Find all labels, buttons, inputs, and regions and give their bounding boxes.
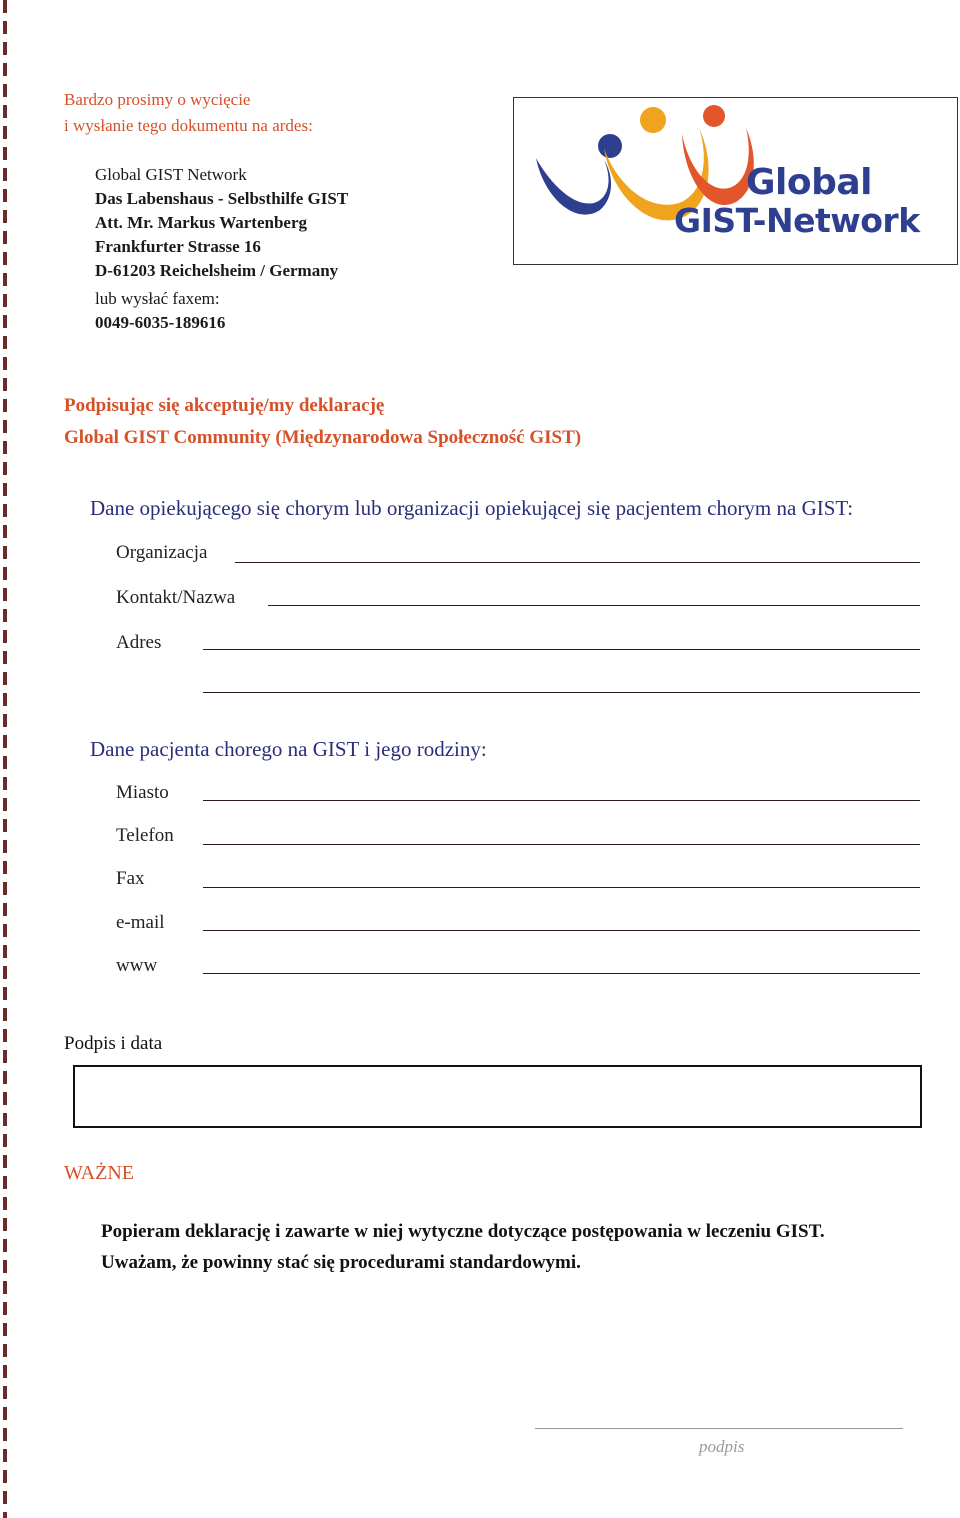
pledge-text bbox=[101, 1216, 825, 1278]
fax-number: 0049-6035-189616 bbox=[95, 313, 226, 332]
intro-text bbox=[64, 87, 313, 139]
website-field[interactable] bbox=[203, 973, 920, 974]
address-line-5: D-61203 Reichelsheim / Germany bbox=[95, 261, 339, 280]
address-line-3: Att. Mr. Markus Wartenberg bbox=[95, 213, 308, 232]
organization-field[interactable] bbox=[235, 562, 920, 563]
city-label: Miasto bbox=[116, 782, 169, 803]
phone-label: Telefon bbox=[116, 825, 174, 846]
logo-word-gist-network: GIST-Network bbox=[674, 201, 920, 240]
address-field-line-1[interactable] bbox=[203, 649, 920, 650]
address-label: Adres bbox=[116, 632, 162, 653]
pledge-line-1: Popieram deklarację i zawarte w niej wytyczne dotyczące postępowania w leczeniu GIST. bbox=[101, 1221, 825, 1242]
city-field[interactable] bbox=[203, 800, 920, 801]
email-field[interactable] bbox=[203, 930, 920, 931]
caregiver-section-title: Dane opiekującego się chorym lub organizacji opiekującej się pacjentem chorym na GIST: bbox=[90, 496, 854, 520]
fax-field[interactable] bbox=[203, 887, 920, 888]
intro-line-1: Bardzo prosimy o wycięcie bbox=[64, 90, 251, 109]
phone-field[interactable] bbox=[203, 844, 920, 845]
email-label: e-mail bbox=[116, 912, 165, 933]
address-field-line-2[interactable] bbox=[203, 692, 920, 693]
patient-section-title: Dane pacjenta chorego na GIST i jego rodziny: bbox=[90, 737, 487, 761]
important-heading: WAŻNE bbox=[64, 1162, 134, 1184]
fax-field-label: Fax bbox=[116, 868, 145, 889]
fax-label: lub wysłać faxem: bbox=[95, 289, 220, 308]
declaration-line-2: Global GIST Community (Międzynarodowa Społeczność GIST) bbox=[64, 427, 582, 448]
website-label: www bbox=[116, 955, 158, 976]
logo-word-global: Global bbox=[746, 162, 873, 203]
signature-date-box[interactable] bbox=[73, 1065, 922, 1128]
footer-signature-line[interactable] bbox=[535, 1428, 903, 1429]
cut-dashed-line bbox=[3, 0, 7, 1518]
address-line-2: Das Labenshaus - Selbsthilfe GIST bbox=[95, 189, 349, 208]
declaration-line-1: Podpisując się akceptuję/my deklarację bbox=[64, 395, 385, 416]
signature-date-label: Podpis i data bbox=[64, 1033, 163, 1054]
global-gist-network-logo bbox=[513, 97, 958, 265]
pledge-line-2: Uważam, że powinny stać się procedurami standardowymi. bbox=[101, 1252, 581, 1273]
mailing-address bbox=[95, 163, 348, 335]
organization-label: Organizacja bbox=[116, 542, 208, 563]
intro-line-2: i wysłanie tego dokumentu na ardes: bbox=[64, 116, 313, 135]
contact-name-field[interactable] bbox=[268, 605, 920, 606]
declaration-heading bbox=[64, 390, 581, 454]
address-line-1: Global GIST Network bbox=[95, 165, 247, 184]
contact-name-label: Kontakt/Nazwa bbox=[116, 587, 236, 608]
footer-signature-caption: podpis bbox=[699, 1437, 745, 1456]
address-line-4: Frankfurter Strasse 16 bbox=[95, 237, 261, 256]
